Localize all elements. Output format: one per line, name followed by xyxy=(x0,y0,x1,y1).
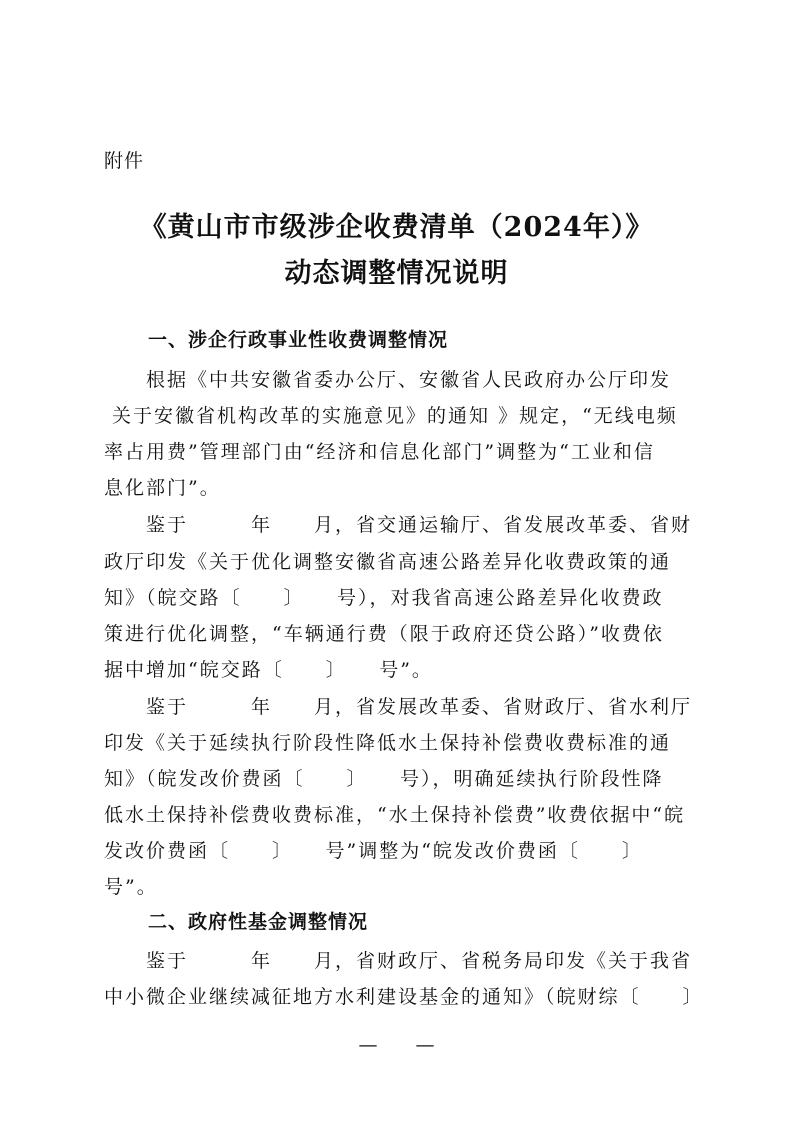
section-2-heading: 二、政府性基金调整情况 xyxy=(148,911,369,933)
paragraph-line: 中小微企业继续减征地方水利建设基金的通知》（皖财综〔 〕 xyxy=(104,986,704,1008)
paragraph-line: 发改价费函〔 〕 号”调整为“皖发改价费函〔 〕 xyxy=(104,840,643,862)
paragraph-line: 鉴于 年 月，省交通运输厅、省发展改革委、省财 xyxy=(104,514,693,536)
paragraph-line: 知》（皖发改价费函〔 〕 号），明确延续执行阶段性降 xyxy=(104,768,664,790)
page-footer: — — xyxy=(358,1034,435,1056)
section-1-heading: 一、涉企行政事业性收费调整情况 xyxy=(148,329,449,351)
document-title-line-2: 动态调整情况说明 xyxy=(284,258,509,289)
paragraph-line: 印发《关于延续执行阶段性降低水土保持补偿费收费标准的通 xyxy=(104,732,672,754)
paragraph-line: 率占用费”管理部门由“经济和信息化部门”调整为“工业和信 xyxy=(104,441,655,463)
paragraph-line: 号”。 xyxy=(104,876,158,898)
paragraph-line: 知》（皖交路〔 〕 号），对我省高速公路差异化收费政 xyxy=(104,587,664,609)
attachment-label: 附件 xyxy=(104,150,145,172)
paragraph-line: 策进行优化调整，“车辆通行费（限于政府还贷公路）”收费依 xyxy=(104,623,664,645)
paragraph-line: 鉴于 年 月，省发展改革委、省财政厅、省水利厅 xyxy=(104,696,693,718)
paragraph-line: 息化部门”。 xyxy=(104,477,221,499)
paragraph-line: 据中增加“皖交路〔 〕 号”。 xyxy=(104,659,433,681)
paragraph-line: 根据《中共安徽省委办公厅、安徽省人民政府办公厅印发 xyxy=(104,369,672,391)
paragraph-line: 关于安徽省机构改革的实施意见》的通知 》规定，“无线电频 xyxy=(104,405,678,427)
paragraph-line: 鉴于 年 月，省财政厅、省税务局印发《关于我省 xyxy=(104,950,693,972)
paragraph-line: 政厅印发《关于优化调整安徽省高速公路差异化收费政策的通 xyxy=(104,551,672,573)
document-title-line-1: 《黄山市市级涉企收费清单（2024年）》 xyxy=(139,212,654,243)
paragraph-line: 低水土保持补偿费收费标准，“水土保持补偿费”收费依据中“皖 xyxy=(104,804,686,826)
